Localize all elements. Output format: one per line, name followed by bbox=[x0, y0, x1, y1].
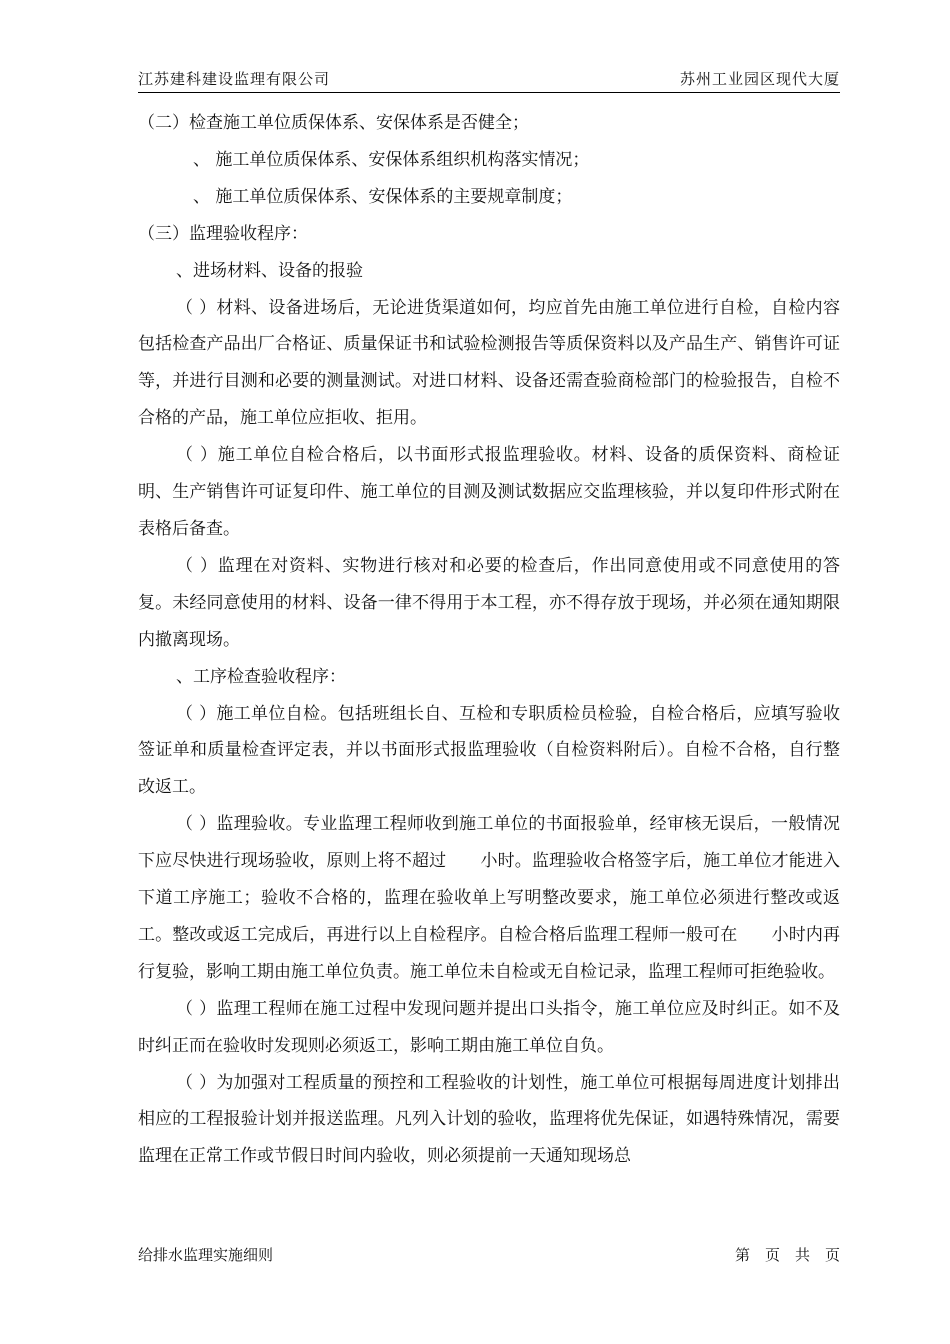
paragraph: （三）监理验收程序： bbox=[138, 223, 308, 244]
paragraph: 、进场材料、设备的报验 bbox=[176, 260, 363, 281]
header-company: 江苏建科建设监理有限公司 bbox=[138, 70, 331, 88]
paragraph: 、 施工单位质保体系、安保体系的主要规章制度； bbox=[193, 186, 573, 207]
paragraph: （ ）材料、设备进场后，无论进货渠道如何，均应首先由施工单位进行自检，自检内容包括检查产品出厂合格证、质量保证书和试验检测报告等质保资料以及产品生产、销售许可证等，并进行目测和必要的测量测试。对进口材料、设备还需查验商检部门的检验报告，自检不合格的产品，施工单位应拒收、拒用。 bbox=[138, 297, 840, 429]
paragraph: （ ）为加强对工程质量的预控和工程验收的计划性，施工单位可根据每周进度计划排出相应的工程报验计划并报送监理。凡列入计划的验收，监理将优先保证，如遇特殊情况，需要监理在正常工作或节假日时间内验收，则必须提前一天通知现场总 bbox=[138, 1072, 840, 1167]
paragraph: （二）检查施工单位质保体系、安保体系是否健全； bbox=[138, 113, 529, 133]
paragraph: （ ）施工单位自检。包括班组长自、互检和专职质检员检验，自检合格后，应填写验收签证单和质量检查评定表，并以书面形式报监理验收（自检资料附后）。自检不合格，自行整改返工。 bbox=[138, 703, 840, 798]
header-location: 苏州工业园区现代大厦 bbox=[679, 70, 840, 88]
paragraph: （ ）监理在对资料、实物进行核对和必要的检查后，作出同意使用或不同意使用的答复。未经同意使用的材料、设备一律不得用于本工程，亦不得存放于现场，并必须在通知期限内撤离现场。 bbox=[138, 555, 840, 650]
paragraph: 、 施工单位质保体系、安保体系组织机构落实情况； bbox=[193, 149, 590, 170]
document-body bbox=[138, 105, 891, 1175]
paragraph: （ ）监理工程师在施工过程中发现问题并提出口头指令，施工单位应及时纠正。如不及时纠正而在验收时发现则必须返工，影响工期由施工单位自负。 bbox=[138, 998, 840, 1056]
paragraph: 、工序检查验收程序： bbox=[176, 666, 346, 687]
footer-doc-title: 给排水监理实施细则 bbox=[138, 1246, 274, 1264]
paragraph: （ ）监理验收。专业监理工程师收到施工单位的书面报验单，经审核无误后，一般情况下应尽快进行现场验收，原则上将不超过 小时。监理验收合格签字后，施工单位才能进入下道工序施工；验收不合格的，监理在验收单上写明整改要求，施工单位必须进行整改或返工。整改或返工完成后，再进行以上自检程序。自检合格后监理工程师一般可在 小时内再行复验，影响工期由施工单位负责。施工单位未自检或无自检记录，监理工程师可拒绝验收。 bbox=[138, 814, 840, 982]
page-header bbox=[138, 66, 840, 93]
footer-page-number: 第 页 共 页 bbox=[734, 1246, 840, 1264]
paragraph: （ ）施工单位自检合格后，以书面形式报监理验收。材料、设备的质保资料、商检证明、生产销售许可证复印件、施工单位的目测及测试数据应交监理核验，并以复印件形式附在 表格后备查。 bbox=[138, 445, 891, 539]
